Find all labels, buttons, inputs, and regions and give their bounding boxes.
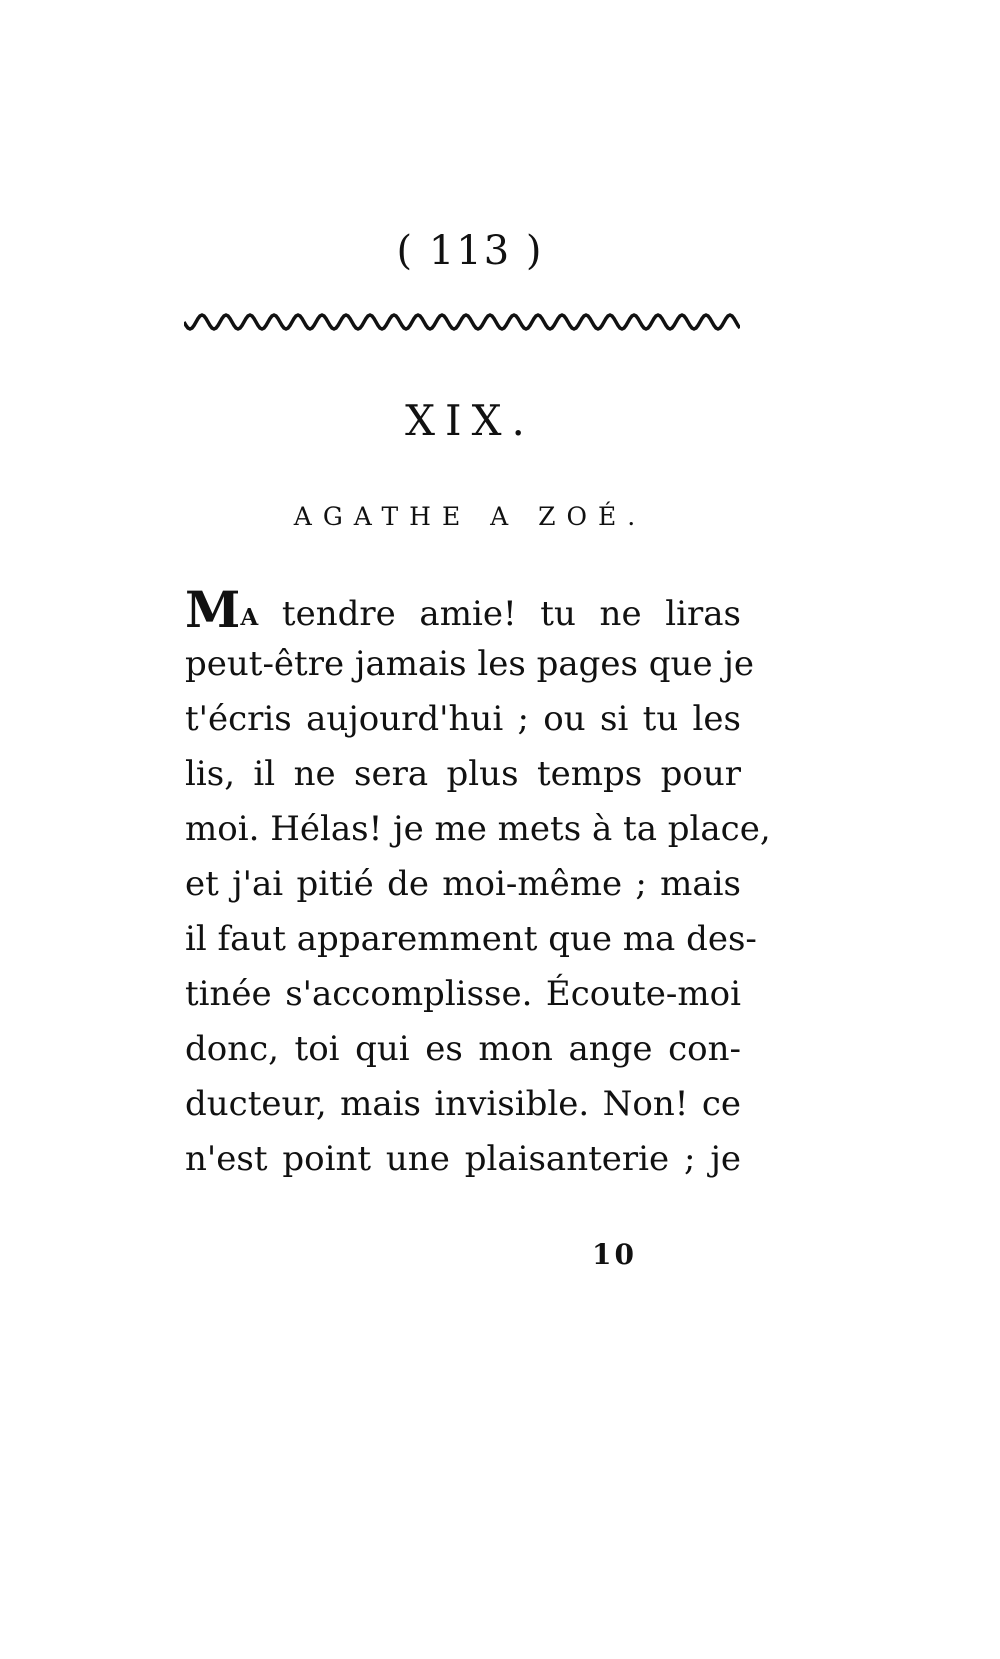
wavy-rule-ornament bbox=[184, 306, 740, 338]
chapter-number: XIX. bbox=[405, 396, 535, 445]
text-line: donc, toi qui es mon ange con- bbox=[185, 1029, 741, 1069]
signature-mark: 10 bbox=[592, 1238, 637, 1271]
text-line: tinée s'accomplisse. Écoute-moi bbox=[185, 974, 741, 1014]
page-number: ( 113 ) bbox=[396, 228, 544, 274]
drop-cap: M bbox=[185, 580, 241, 639]
text-line: t'écris aujourd'hui ; ou si tu les bbox=[185, 699, 741, 739]
text-line: peut-être jamais les pages que je bbox=[185, 644, 755, 684]
text-line: lis, il ne sera plus temps pour bbox=[185, 754, 741, 794]
text-line: ducteur, mais invisible. Non! ce bbox=[185, 1084, 741, 1124]
text-line: moi. Hélas! je me mets à ta place, bbox=[185, 809, 771, 849]
text-line-first bbox=[185, 582, 741, 637]
text-line: n'est point une plaisanterie ; je bbox=[185, 1139, 741, 1179]
text-line: et j'ai pitié de moi-même ; mais bbox=[185, 864, 741, 904]
drop-cap-rest: A bbox=[240, 604, 259, 631]
text-line: il faut apparemment que ma des- bbox=[185, 919, 757, 959]
first-line-text: tendre amie! tu ne liras bbox=[258, 594, 741, 634]
letter-heading: AGATHE A ZOÉ. bbox=[293, 502, 647, 531]
letter-body bbox=[185, 580, 771, 1187]
